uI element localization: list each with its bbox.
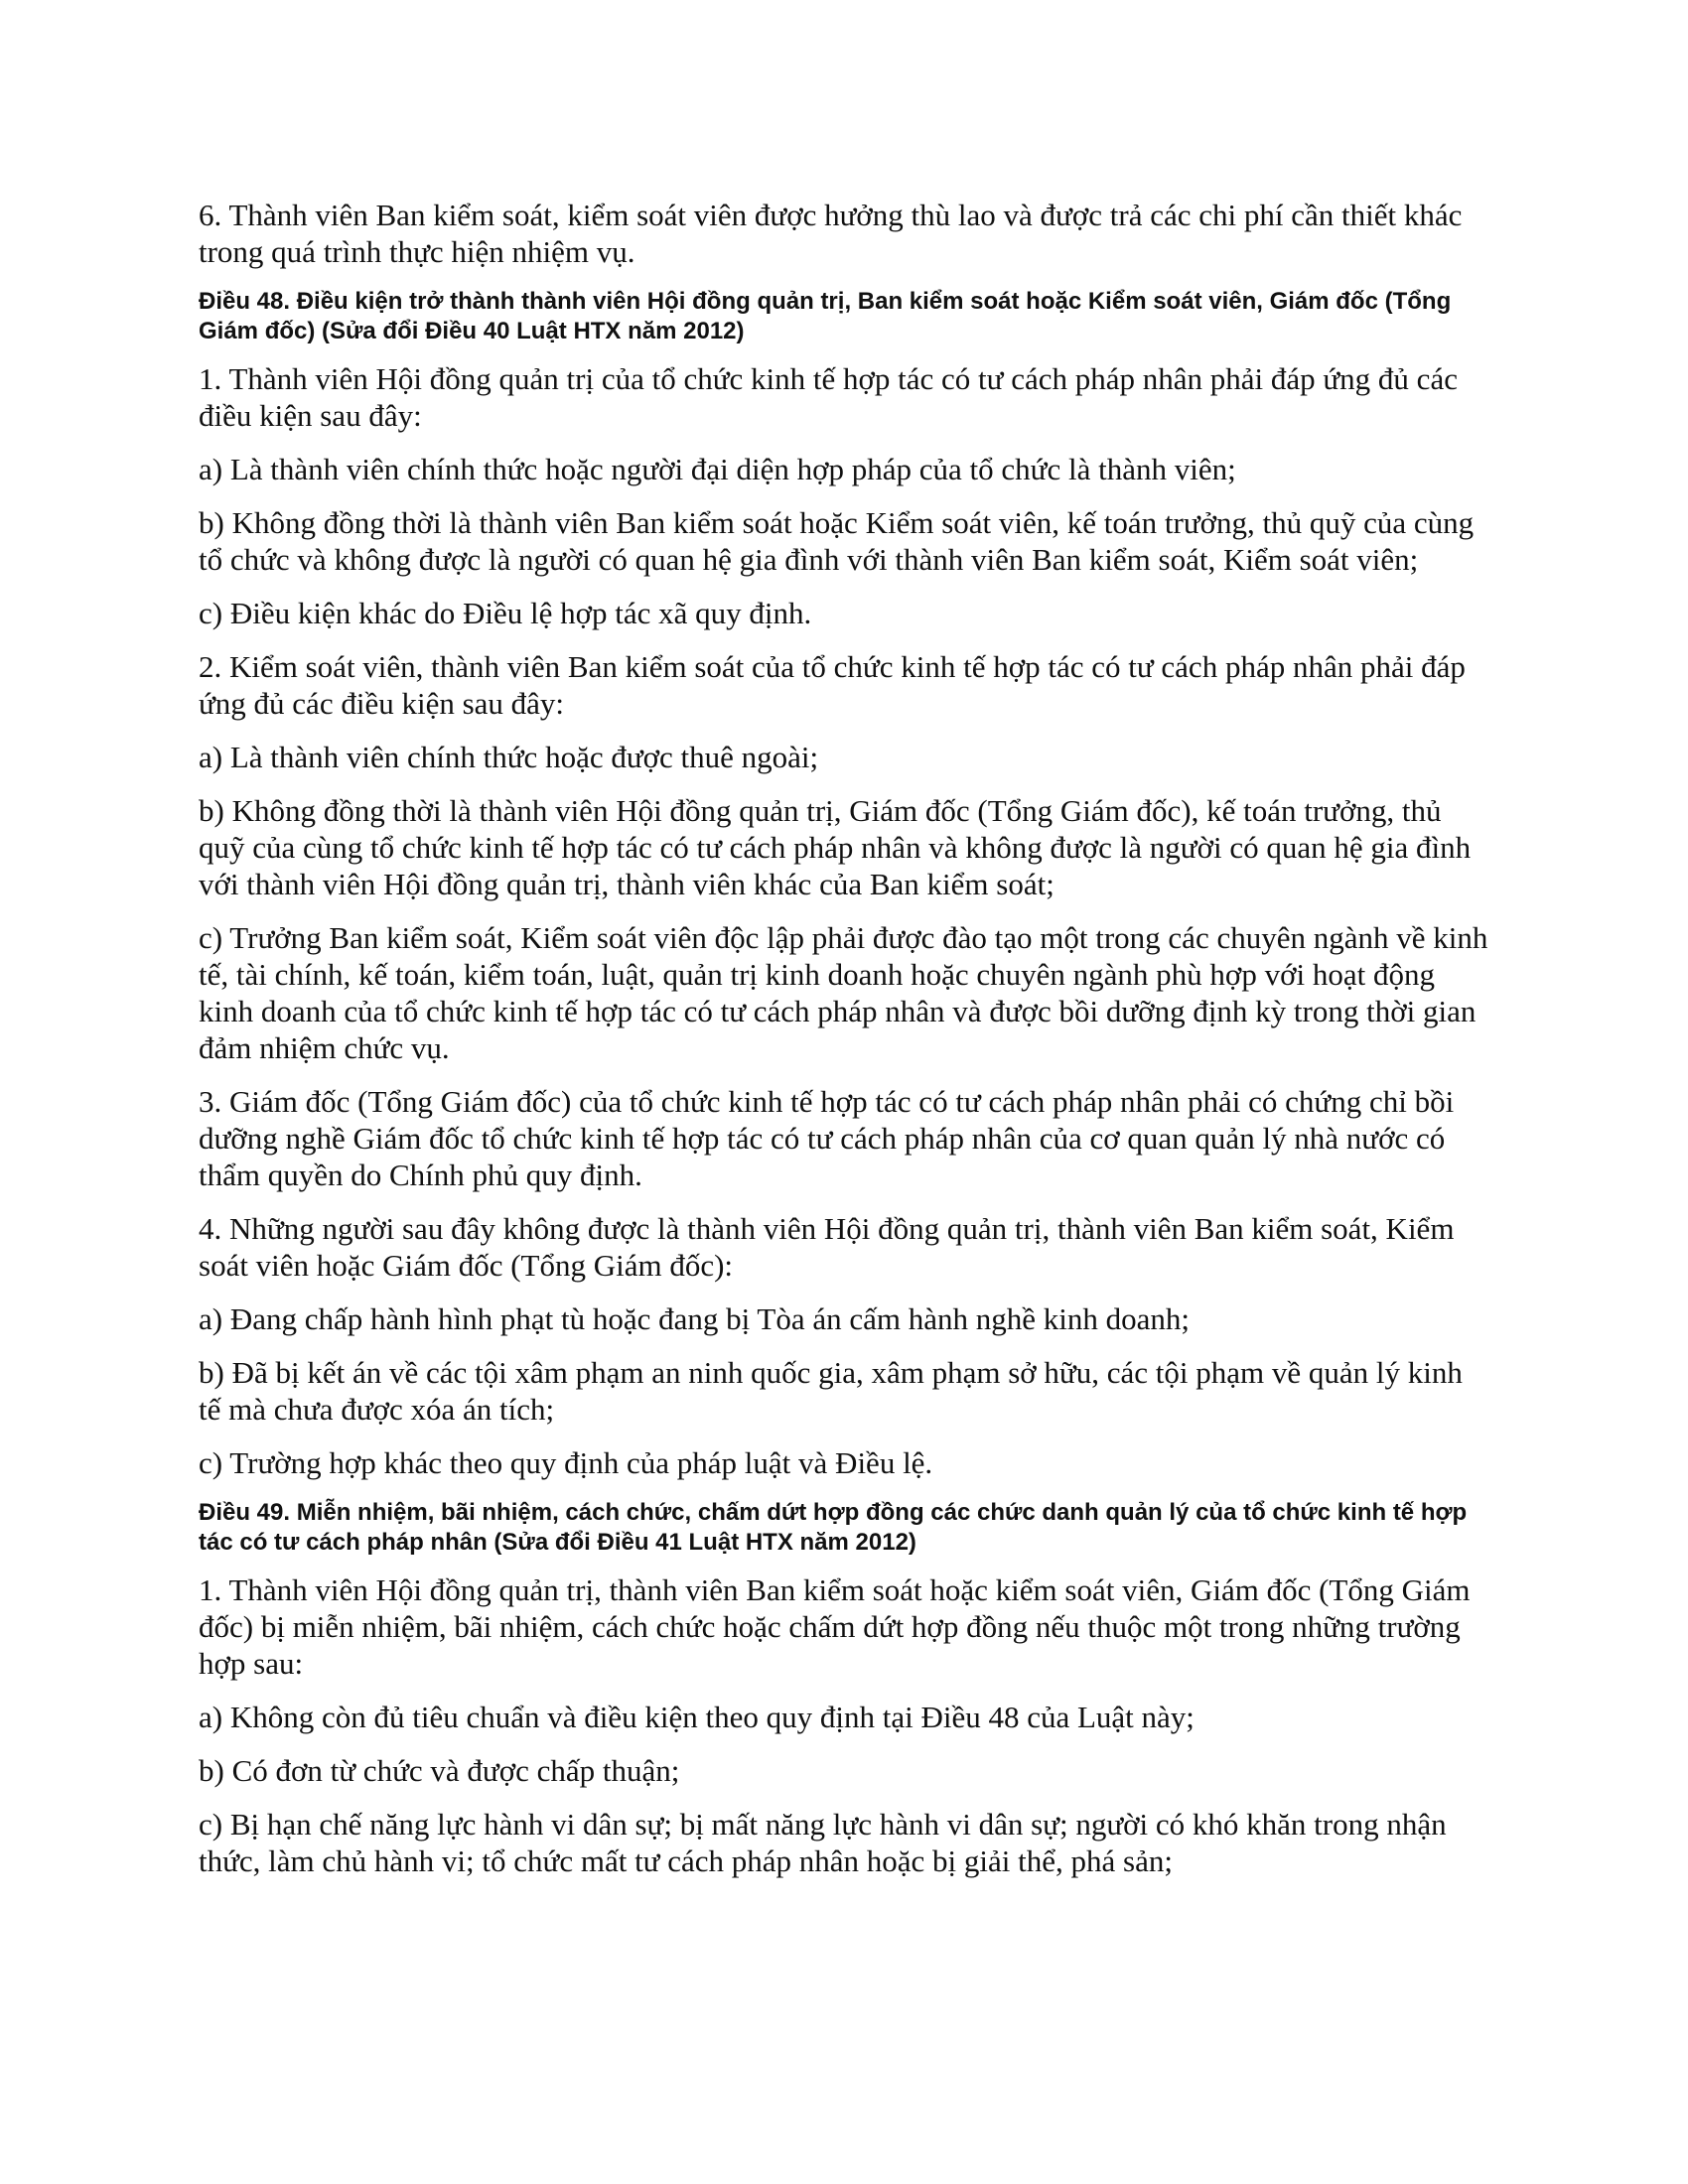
paragraph-48-4-b: b) Đã bị kết án về các tội xâm phạm an ninh quốc gia, xâm phạm sở hữu, các tội phạm về quản lý kinh tế mà chưa được xóa án tích; [199, 1355, 1463, 1427]
paragraph-49-1-c: c) Bị hạn chế năng lực hành vi dân sự; bị mất năng lực hành vi dân sự; người có khó khăn trong nhận thức, làm chủ hành vi; tổ chức mất tư cách pháp nhân hoặc bị giải thể, phá sản; [199, 1807, 1447, 1878]
paragraph-49-1-b: b) Có đơn từ chức và được chấp thuận; [199, 1753, 680, 1788]
paragraph-48-2-b: b) Không đồng thời là thành viên Hội đồng quản trị, Giám đốc (Tổng Giám đốc), kế toán trưởng, thủ quỹ của cùng tổ chức kinh tế hợp tác có tư cách pháp nhân và không được là người có quan hệ gia đình với thành viên Hội đồng quản trị, thành viên khác của Ban kiểm soát; [199, 793, 1472, 901]
paragraph-48-2-c: c) Trưởng Ban kiểm soát, Kiểm soát viên độc lập phải được đào tạo một trong các chuyên ngành về kinh tế, tài chính, kế toán, kiểm toán, luật, quản trị kinh doanh hoặc chuyên ngành phù hợp với hoạt động kinh doanh của tổ chức kinh tế hợp tác có tư cách pháp nhân và được bồi dưỡng định kỳ trong thời gian đảm nhiệm chức vụ. [199, 920, 1488, 1065]
paragraph-48-1-a: a) Là thành viên chính thức hoặc người đại diện hợp pháp của tổ chức là thành viên; [199, 452, 1236, 486]
paragraph-48-3: 3. Giám đốc (Tổng Giám đốc) của tổ chức kinh tế hợp tác có tư cách pháp nhân phải có chứng chỉ bồi dưỡng nghề Giám đốc tổ chức kinh tế hợp tác có tư cách pháp nhân của cơ quan quản lý nhà nước có thẩm quyền do Chính phủ quy định. [199, 1084, 1455, 1192]
article-48-heading: Điều 48. Điều kiện trở thành thành viên Hội đồng quản trị, Ban kiểm soát hoặc Kiểm soát viên, Giám đốc (Tổng Giám đốc) (Sửa đổi Điều 40 Luật HTX năm 2012) [199, 288, 1452, 344]
paragraph-48-2-a: a) Là thành viên chính thức hoặc được thuê ngoài; [199, 740, 819, 774]
paragraph-49-1-a: a) Không còn đủ tiêu chuẩn và điều kiện theo quy định tại Điều 48 của Luật này; [199, 1700, 1195, 1734]
article-49-heading: Điều 49. Miễn nhiệm, bãi nhiệm, cách chức, chấm dứt hợp đồng các chức danh quản lý của tổ chức kinh tế hợp tác có tư cách pháp nhân (Sửa đổi Điều 41 Luật HTX năm 2012) [199, 1499, 1468, 1556]
paragraph-48-1-b: b) Không đồng thời là thành viên Ban kiểm soát hoặc Kiểm soát viên, kế toán trưởng, thủ quỹ của cùng tổ chức và không được là người có quan hệ gia đình với thành viên Ban kiểm soát, Kiểm soát viên; [199, 505, 1475, 577]
paragraph-48-4-c: c) Trường hợp khác theo quy định của pháp luật và Điều lệ. [199, 1445, 933, 1480]
paragraph-6-remuneration: 6. Thành viên Ban kiểm soát, kiểm soát viên được hưởng thù lao và được trả các chi phí cần thiết khác trong quá trình thực hiện nhiệm vụ. [199, 198, 1463, 269]
paragraph-48-2: 2. Kiểm soát viên, thành viên Ban kiểm soát của tổ chức kinh tế hợp tác có tư cách pháp nhân phải đáp ứng đủ các điều kiện sau đây: [199, 649, 1466, 721]
paragraph-48-4-a: a) Đang chấp hành hình phạt tù hoặc đang bị Tòa án cấm hành nghề kinh doanh; [199, 1301, 1191, 1336]
paragraph-48-4: 4. Những người sau đây không được là thành viên Hội đồng quản trị, thành viên Ban kiểm soát, Kiểm soát viên hoặc Giám đốc (Tổng Giám đốc): [199, 1211, 1455, 1283]
paragraph-48-1: 1. Thành viên Hội đồng quản trị của tổ chức kinh tế hợp tác có tư cách pháp nhân phải đáp ứng đủ các điều kiện sau đây: [199, 361, 1458, 433]
paragraph-49-1: 1. Thành viên Hội đồng quản trị, thành viên Ban kiểm soát hoặc kiểm soát viên, Giám đốc (Tổng Giám đốc) bị miễn nhiệm, bãi nhiệm, cách chức hoặc chấm dứt hợp đồng nếu thuộc một trong những trường hợp sau: [199, 1572, 1471, 1681]
document-page [199, 197, 1489, 1896]
paragraph-48-1-c: c) Điều kiện khác do Điều lệ hợp tác xã quy định. [199, 596, 812, 630]
